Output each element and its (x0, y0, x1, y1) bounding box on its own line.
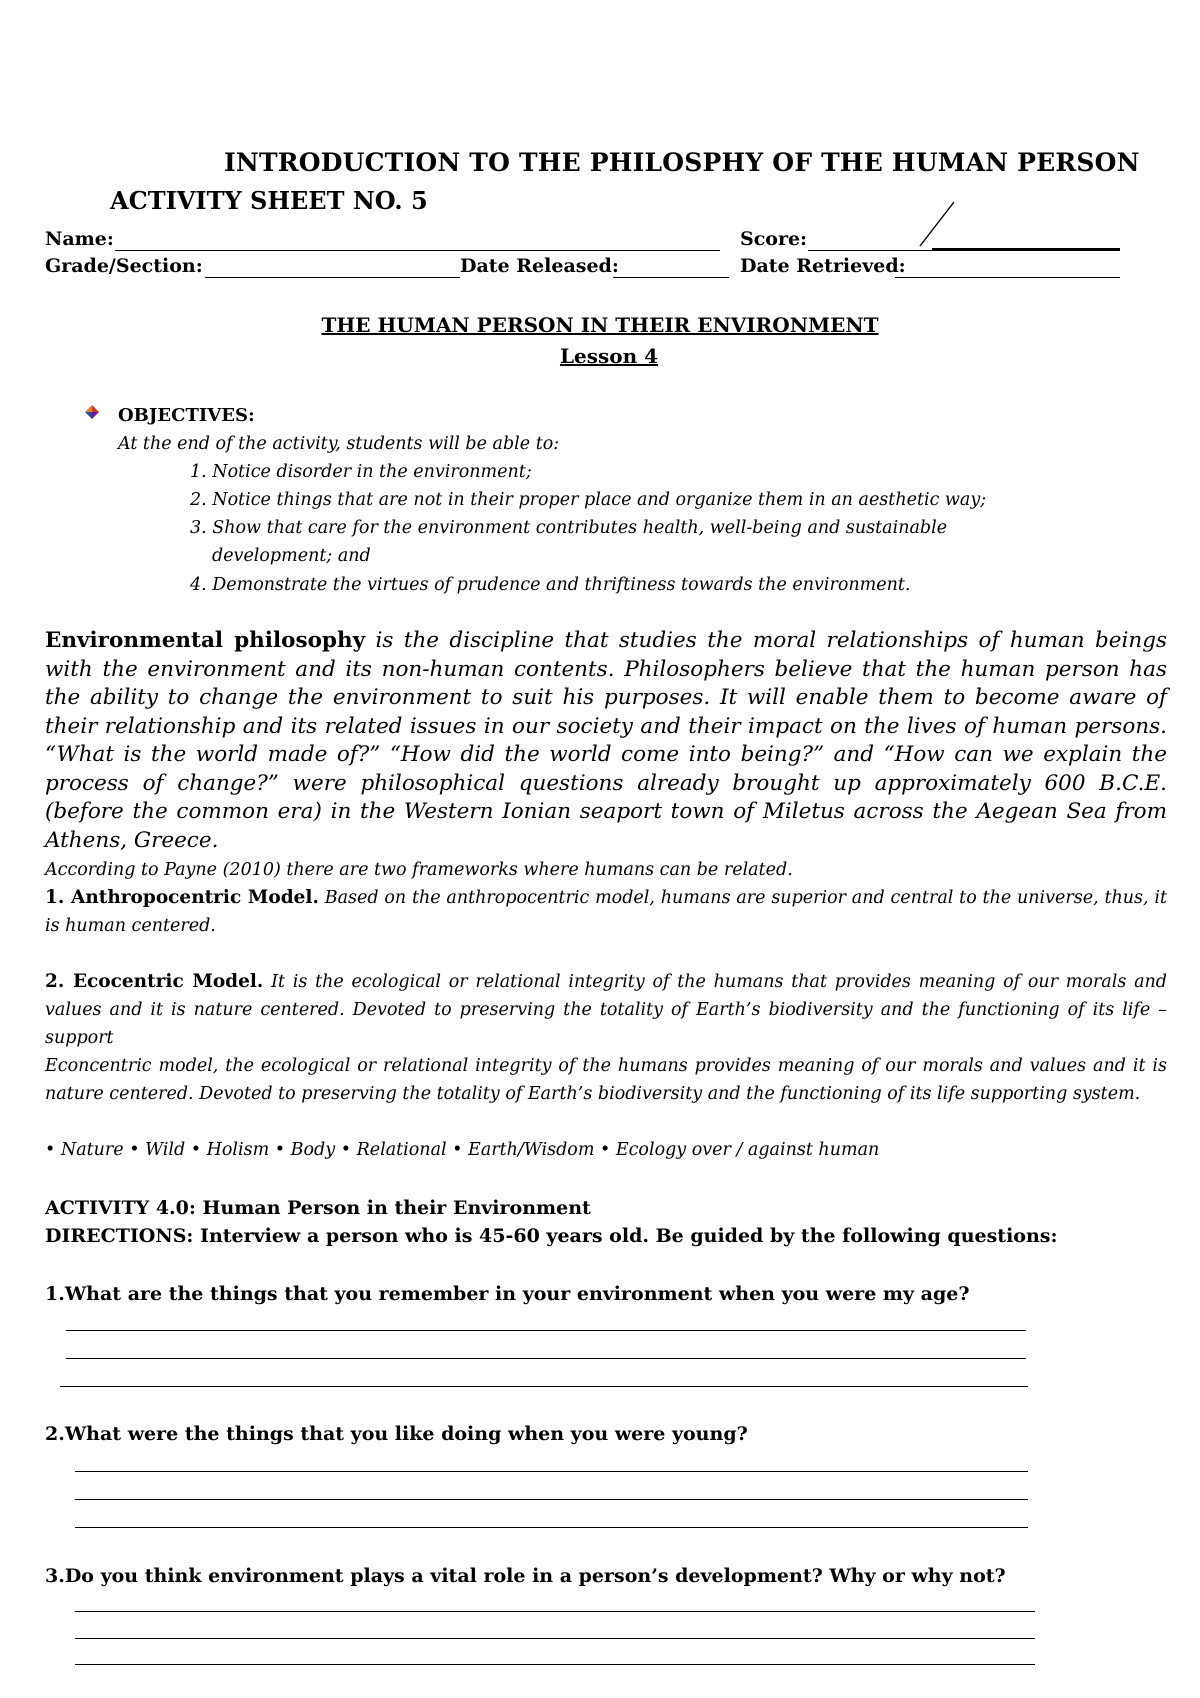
date-released-field[interactable] (613, 277, 729, 278)
answer-line[interactable] (75, 1499, 1028, 1500)
paragraph-text: is the discipline that studies the moral relationships of human beings with the environment and its non-human contents. Philosophers believe that the human person has the ability to change the environment to suit his purposes. It will enable them to become aware of their relationship and its related issues in our society and their impact on the lives of human persons. “What is the world made of?” “How did the world come into being?” and “How can we explain the process of change?” were philosophical questions already brought up approximately 600 B.C.E. (before the common era) in the Western Ionian seaport town of Miletus across the Aegean Sea from Athens, Greece. (45, 628, 1167, 853)
ecocentric-model (45, 968, 1167, 1052)
answer-line[interactable] (75, 1471, 1028, 1472)
question-1: 1.What are the things that you remember in your environment when you were my age? (45, 1283, 970, 1305)
score-total-line (932, 248, 1120, 250)
grade-section-label: Grade/Section: (45, 255, 203, 277)
question-2: 2.What were the things that you like doing when you were young? (45, 1423, 748, 1445)
score-label: Score: (740, 228, 808, 250)
lesson-title: THE HUMAN PERSON IN THEIR ENVIRONMENT (321, 313, 879, 337)
keywords-text: • Nature • Wild • Holism • Body • Relational • Earth/Wisdom • Ecology over / against human (45, 1140, 880, 1160)
date-retrieved-field[interactable] (895, 277, 1120, 278)
activity-sheet-number: ACTIVITY SHEET NO. 5 (110, 186, 428, 215)
objectives-intro: At the end of the activity, students will be able to: (118, 434, 560, 454)
frameworks-intro-text: According to Payne (2010) there are two frameworks where humans can be related. (45, 860, 793, 880)
objective-item: 3. Show that care for the environment contributes health, well-being and sustainable (190, 518, 948, 538)
score-slash-mark (918, 200, 958, 250)
answer-line[interactable] (66, 1330, 1026, 1331)
name-field[interactable] (115, 250, 720, 251)
lesson-number: Lesson 4 (559, 344, 659, 368)
answer-line[interactable] (75, 1664, 1035, 1665)
keywords-list (45, 1136, 1167, 1164)
answer-line[interactable] (66, 1358, 1026, 1359)
activity-directions: DIRECTIONS: Interview a person who is 45-60 years old. Be guided by the following questions: (45, 1225, 1058, 1247)
answer-line[interactable] (60, 1386, 1028, 1387)
objective-item: 4. Demonstrate the virtues of prudence and thriftiness towards the environment. (190, 575, 911, 595)
model-2-extra-text: Econcentric model, the ecological or relational integrity of the humans provides meaning of our morals and values and it is nature centered. Devoted to preserving the totality of Earth’s biodiversity and the functioning of its life supporting system. (45, 1056, 1167, 1104)
objectives-heading: OBJECTIVES: (118, 405, 255, 426)
model-2-text: It is the ecological or relational integrity of the humans that provides meaning of our morals and values and it is nature centered. Devoted to preserving the totality of Earth’s biodiversity and the functioning of its life – support (45, 972, 1167, 1048)
answer-line[interactable] (75, 1638, 1035, 1639)
date-released-label: Date Released: (460, 255, 619, 277)
diamond-bullet-icon (84, 404, 100, 420)
activity-title: ACTIVITY 4.0: Human Person in their Environment (45, 1197, 591, 1219)
objective-item-continued: development; and (212, 546, 371, 566)
answer-line[interactable] (75, 1611, 1035, 1612)
answer-line[interactable] (75, 1527, 1028, 1528)
environmental-philosophy-paragraph (45, 627, 1167, 855)
objective-item: 2. Notice things that are not in their proper place and organize them in an aesthetic way; (190, 490, 987, 510)
frameworks-intro (45, 856, 1167, 884)
econcentric-model-note (45, 1052, 1167, 1108)
paragraph-lead-term: Environmental philosophy (45, 628, 366, 653)
date-retrieved-label: Date Retrieved: (740, 255, 906, 277)
model-1-text: Based on the anthropocentric model, humans are superior and central to the universe, thus, it is human centered. (45, 888, 1167, 936)
grade-section-field[interactable] (205, 277, 460, 278)
objective-item: 1. Notice disorder in the environment; (190, 462, 532, 482)
question-3: 3.Do you think environment plays a vital role in a person’s development? Why or why not? (45, 1565, 1006, 1587)
name-label: Name: (45, 228, 114, 250)
model-2-label: 2. Ecocentric Model. (45, 971, 264, 992)
anthropocentric-model (45, 884, 1167, 940)
score-field[interactable] (808, 250, 1120, 251)
document-title: INTRODUCTION TO THE PHILOSPHY OF THE HUMAN PERSON (224, 148, 1140, 177)
model-1-label: 1. Anthropocentric Model. (45, 887, 319, 908)
